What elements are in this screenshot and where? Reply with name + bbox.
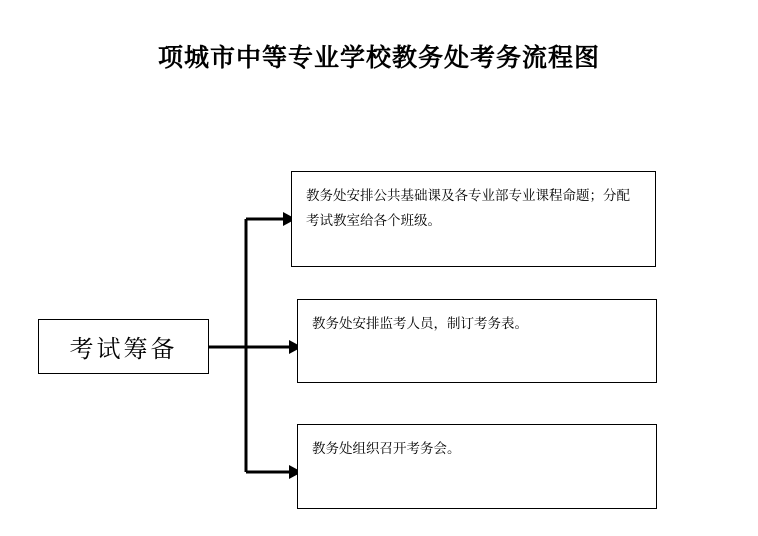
node-start (38, 319, 209, 374)
node-step-1: 教务处安排公共基础课及各专业部专业课程命题；分配考试教室给各个班级。 (291, 171, 656, 267)
node-start-label: 考试筹备 (69, 337, 178, 363)
node-step-3: 教务处组织召开考务会。 (297, 424, 657, 509)
page-title: 项城市中等专业学校教务处考务流程图 (157, 45, 600, 72)
node-step-2: 教务处安排监考人员，制订考务表。 (297, 299, 657, 383)
